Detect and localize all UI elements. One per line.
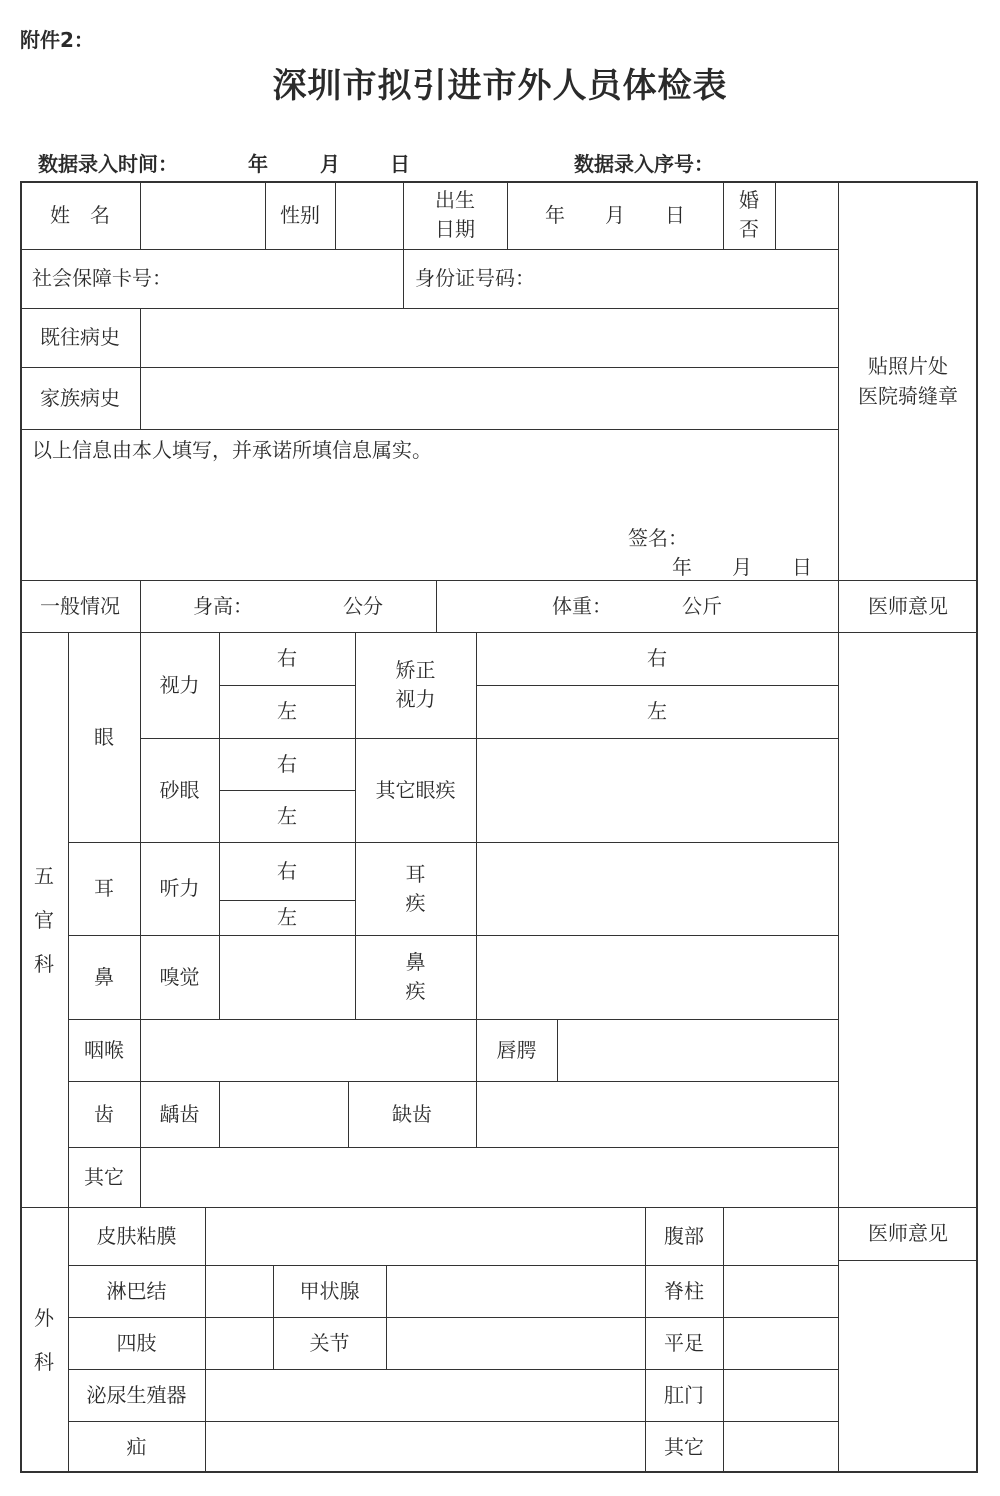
eye-label: 眼 bbox=[94, 724, 114, 749]
wuguan-section-label: 五 官 科 bbox=[34, 863, 54, 976]
nose-disease-field[interactable] bbox=[476, 935, 838, 1019]
nose-label: 鼻 bbox=[94, 964, 114, 989]
vision-left-label: 左 bbox=[277, 699, 297, 723]
lip-palate-label: 唇腭 bbox=[496, 1037, 537, 1062]
name-field[interactable] bbox=[140, 181, 265, 249]
skin-field[interactable] bbox=[205, 1207, 645, 1265]
hernia-label: 疝 bbox=[126, 1434, 147, 1459]
surgery-other-label: 其它 bbox=[664, 1434, 704, 1459]
joints-label: 关节 bbox=[309, 1330, 350, 1355]
general-doctor-opinion: 医师意见 bbox=[868, 593, 948, 618]
surgery-doctor-opinion: 医师意见 bbox=[868, 1221, 948, 1245]
vision-label: 视力 bbox=[159, 672, 200, 697]
hearing-left-label: 左 bbox=[277, 905, 297, 929]
general-label: 一般情况 bbox=[40, 593, 120, 618]
marital-field[interactable] bbox=[775, 181, 838, 249]
limbs-label: 四肢 bbox=[116, 1330, 157, 1355]
trachoma-right-label: 右 bbox=[277, 751, 297, 776]
other-eye-field[interactable] bbox=[476, 738, 838, 842]
height-field[interactable]: 身高： 公分 bbox=[193, 593, 383, 618]
wuguan-other-label: 其它 bbox=[84, 1164, 124, 1189]
surgery-other-field[interactable] bbox=[723, 1421, 838, 1473]
entry-year-label: 年 bbox=[248, 152, 268, 176]
gender-label: 性别 bbox=[280, 202, 320, 227]
thyroid-field[interactable] bbox=[386, 1265, 645, 1317]
abdomen-label: 腹部 bbox=[664, 1223, 704, 1248]
id-number-label: 身份证号码： bbox=[415, 266, 535, 290]
declaration-text: 以上信息由本人填写，并承诺所填信息属实。 bbox=[32, 438, 432, 462]
urogenital-label: 泌尿生殖器 bbox=[86, 1382, 187, 1407]
flat-foot-label: 平足 bbox=[664, 1330, 704, 1355]
lymph-label: 淋巴结 bbox=[106, 1278, 167, 1303]
family-history-label: 家族病史 bbox=[40, 385, 120, 410]
thyroid-label: 甲状腺 bbox=[299, 1278, 360, 1303]
corrected-right-label: 右 bbox=[647, 646, 667, 670]
signature-label: 签名： bbox=[628, 526, 688, 550]
ear-disease-field[interactable] bbox=[476, 842, 838, 935]
past-history-field[interactable] bbox=[140, 308, 838, 367]
hernia-field[interactable] bbox=[205, 1421, 645, 1473]
ear-label: 耳 bbox=[94, 876, 114, 900]
teeth-label: 齿 bbox=[94, 1101, 114, 1126]
entry-month-label: 月 bbox=[320, 152, 340, 176]
caries-field[interactable] bbox=[219, 1081, 348, 1147]
past-history-label: 既往病史 bbox=[40, 325, 120, 349]
hearing-label: 听力 bbox=[159, 876, 200, 900]
anus-field[interactable] bbox=[723, 1369, 838, 1421]
name-label: 姓 名 bbox=[50, 202, 110, 227]
lip-palate-field[interactable] bbox=[557, 1019, 838, 1081]
form-title: 深圳市拟引进市外人员体检表 bbox=[272, 66, 728, 106]
nose-disease-label: 鼻 疾 bbox=[405, 950, 426, 1003]
missing-teeth-field[interactable] bbox=[476, 1081, 838, 1147]
weight-field[interactable]: 体重： 公斤 bbox=[552, 593, 722, 618]
joints-field[interactable] bbox=[386, 1317, 645, 1369]
birth-date-field[interactable]: 年 月 日 bbox=[545, 202, 685, 227]
smell-field[interactable] bbox=[219, 935, 355, 1019]
ear-disease-label: 耳 疾 bbox=[405, 861, 426, 915]
limbs-field[interactable] bbox=[205, 1317, 273, 1369]
photo-placeholder: 贴照片处 医院骑缝章 bbox=[858, 353, 958, 408]
caries-label: 龋齿 bbox=[159, 1101, 200, 1126]
flat-foot-field[interactable] bbox=[723, 1317, 838, 1369]
entry-time-label: 数据录入时间： bbox=[38, 152, 178, 176]
spine-field[interactable] bbox=[723, 1265, 838, 1317]
lymph-field[interactable] bbox=[205, 1265, 273, 1317]
corrected-left-label: 左 bbox=[647, 699, 667, 723]
trachoma-left-label: 左 bbox=[277, 803, 297, 828]
marital-label: 婚 否 bbox=[739, 188, 759, 241]
attachment-label: 附件2： bbox=[20, 28, 94, 52]
signature-date: 年 月 日 bbox=[672, 555, 812, 579]
surgery-section-label: 外 科 bbox=[34, 1306, 54, 1374]
wuguan-other-field[interactable] bbox=[140, 1147, 838, 1207]
social-security-label: 社会保障卡号： bbox=[32, 266, 172, 290]
family-history-field[interactable] bbox=[140, 367, 838, 429]
corrected-vision-label: 矫正 视力 bbox=[395, 658, 436, 711]
smell-label: 嗅觉 bbox=[159, 964, 200, 989]
trachoma-label: 砂眼 bbox=[159, 777, 200, 802]
gender-field[interactable] bbox=[335, 181, 403, 249]
anus-label: 肛门 bbox=[664, 1382, 704, 1407]
throat-field[interactable] bbox=[140, 1019, 476, 1081]
birth-label: 出生 日期 bbox=[435, 188, 475, 241]
other-eye-label: 其它眼疾 bbox=[375, 777, 456, 802]
entry-serial-label: 数据录入序号： bbox=[574, 152, 714, 176]
spine-label: 脊柱 bbox=[664, 1278, 704, 1303]
urogenital-field[interactable] bbox=[205, 1369, 645, 1421]
abdomen-field[interactable] bbox=[723, 1207, 838, 1265]
throat-label: 咽喉 bbox=[84, 1037, 124, 1062]
skin-label: 皮肤粘膜 bbox=[96, 1223, 177, 1248]
vision-right-label: 右 bbox=[277, 646, 297, 670]
missing-teeth-label: 缺齿 bbox=[392, 1101, 432, 1126]
hearing-right-label: 右 bbox=[277, 858, 297, 883]
entry-day-label: 日 bbox=[390, 152, 410, 176]
